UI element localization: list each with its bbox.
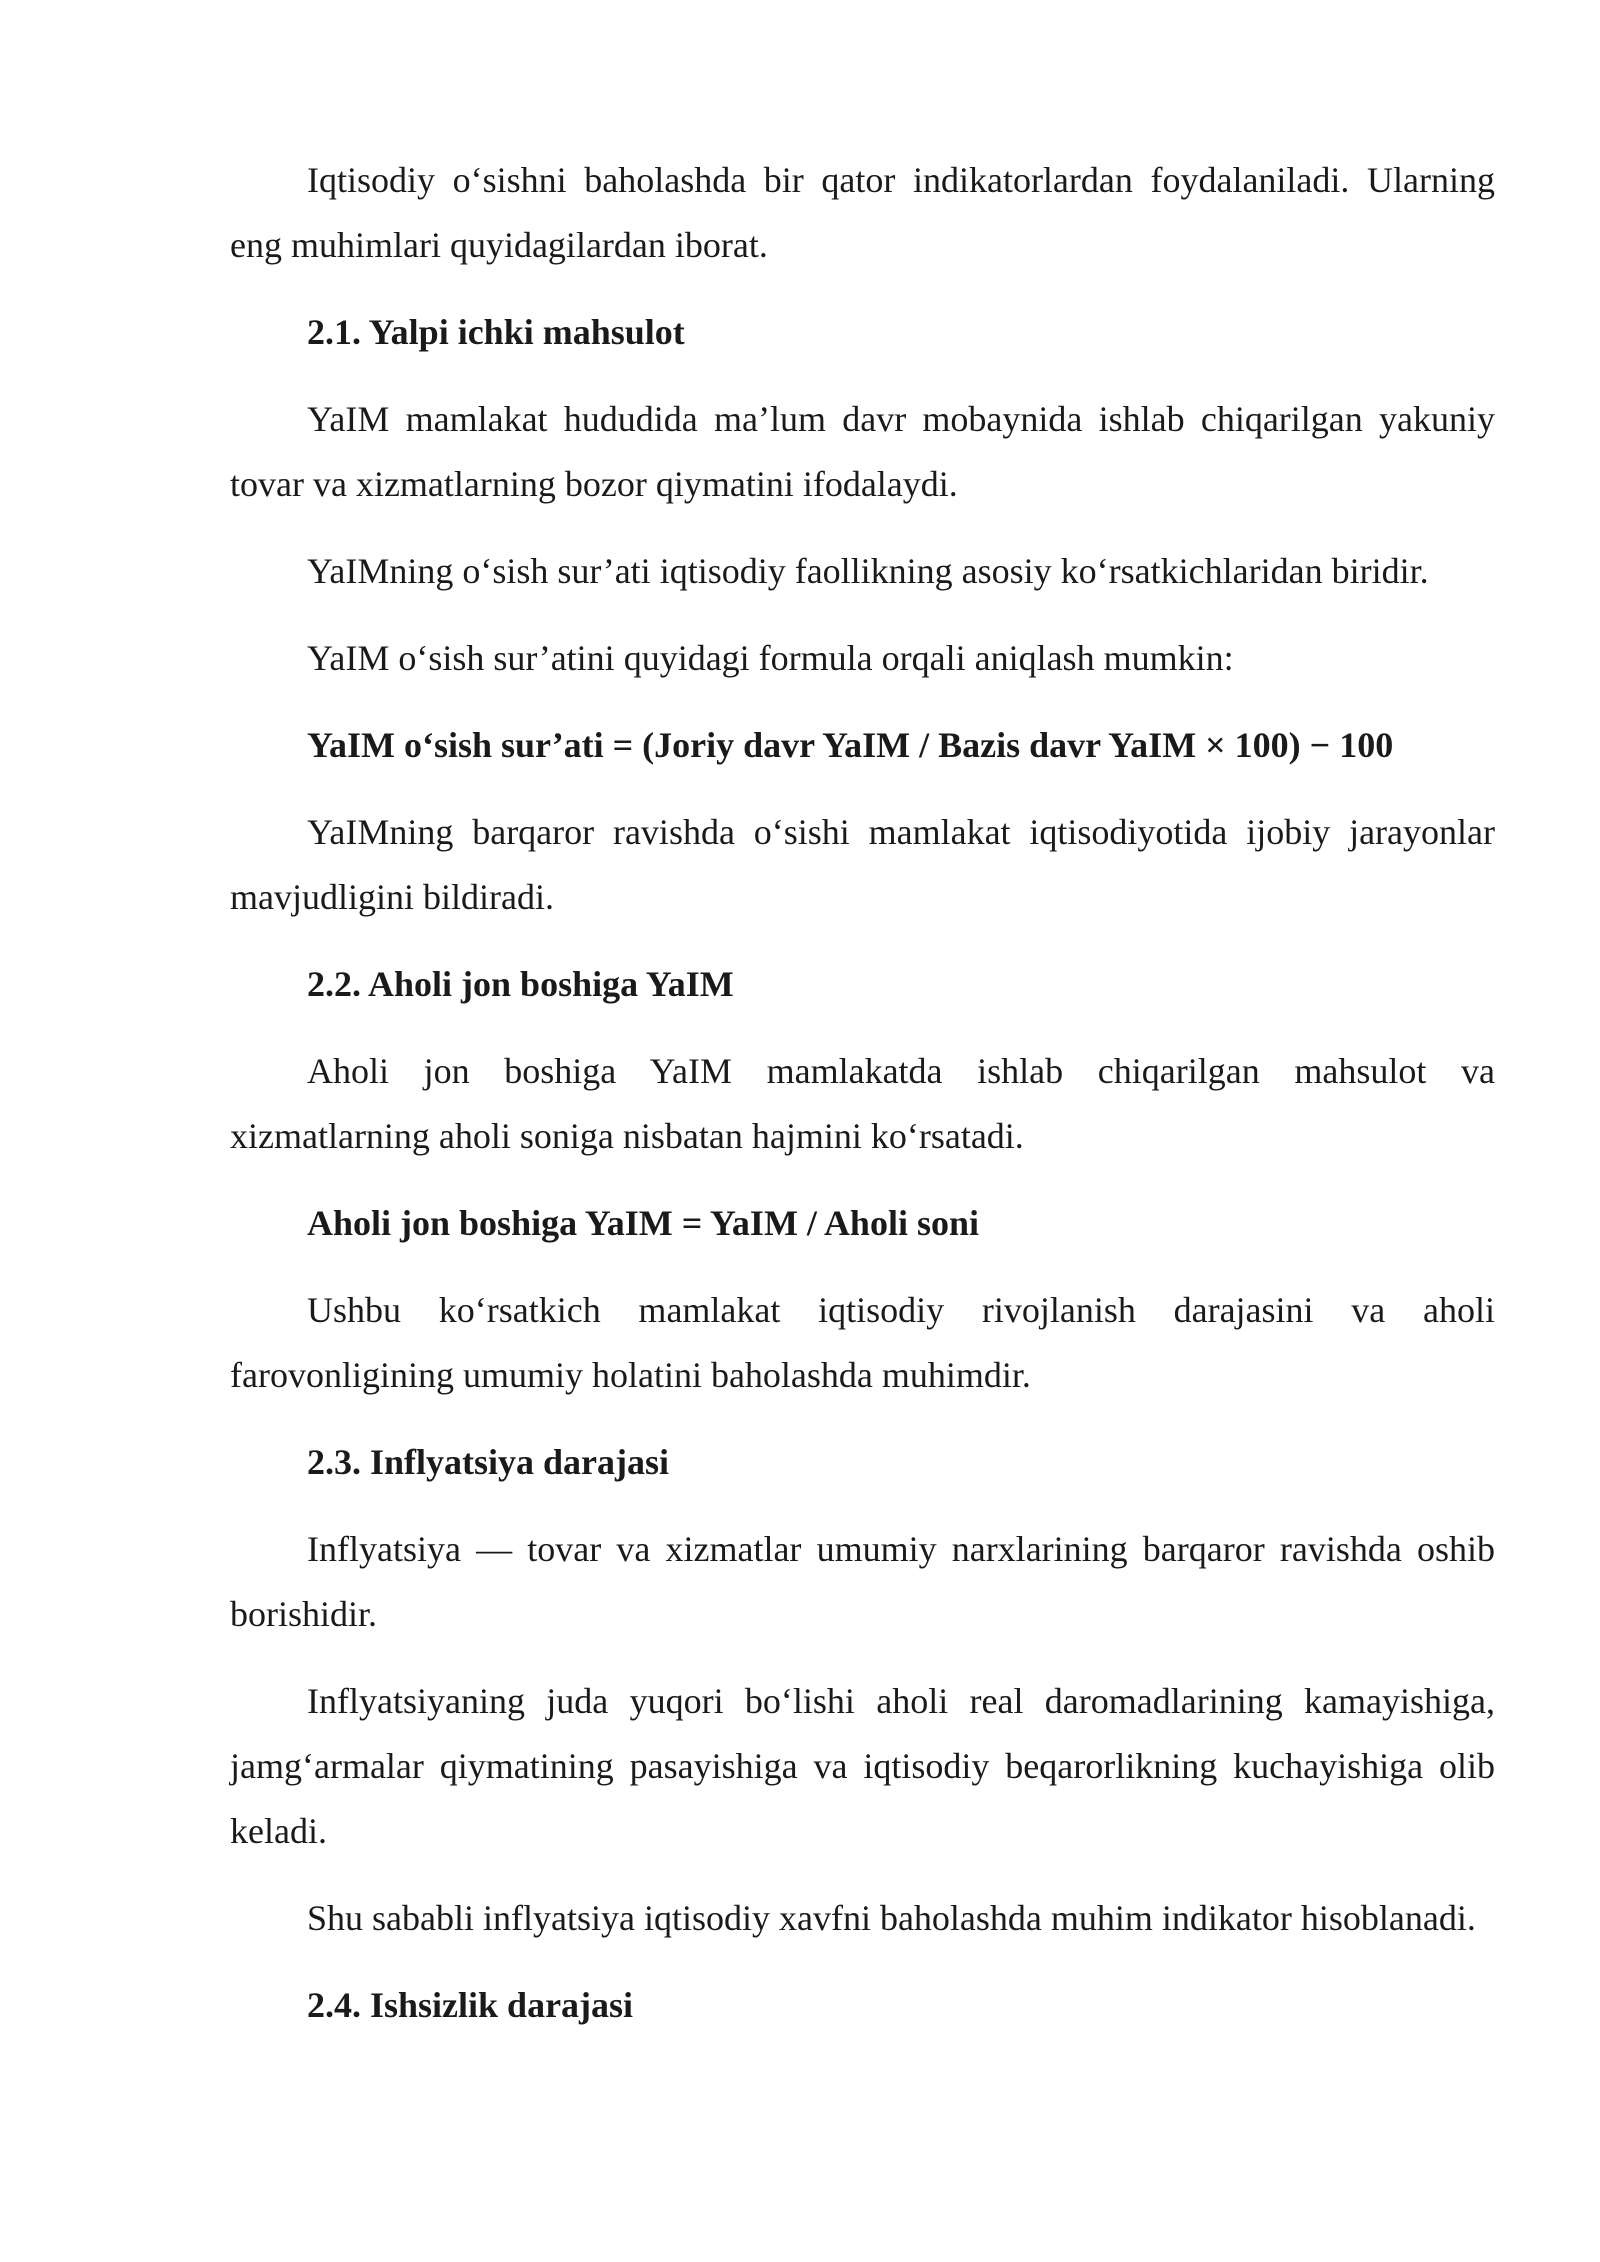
paragraph-2-1-3: YaIM o‘sish sur’atini quyidagi formula orqali aniqlash mumkin:: [307, 638, 1234, 678]
paragraph-2-2-1: Aholi jon boshiga YaIM mamlakatda ishlab chiqarilgan mahsulot va xizmatlarning aholi soniga nisbatan hajmini ko‘rsatadi.: [230, 1051, 1495, 1156]
document-page: [230, 148, 1495, 2060]
formula-gdp-per-capita: Aholi jon boshiga YaIM = YaIM / Aholi soni: [307, 1203, 979, 1243]
paragraph-2-3-1: Inflyatsiya — tovar va xizmatlar umumiy narxlarining barqaror ravishda oshib borishidir.: [230, 1529, 1495, 1634]
paragraph-2-2-2: Ushbu ko‘rsatkich mamlakat iqtisodiy rivojlanish darajasini va aholi farovonligining umumiy holatini baholashda muhimdir.: [230, 1290, 1495, 1395]
section-heading-2-2: 2.2. Aholi jon boshiga YaIM: [307, 964, 734, 1004]
paragraph-2-3-3: Shu sababli inflyatsiya iqtisodiy xavfni baholashda muhim indikator hisoblanadi.: [307, 1898, 1476, 1938]
formula-gdp-growth: YaIM o‘sish sur’ati = (Joriy davr YaIM / Bazis davr YaIM × 100) − 100: [307, 725, 1394, 765]
section-heading-2-4: 2.4. Ishsizlik darajasi: [307, 1985, 634, 2025]
paragraph-2-3-2: Inflyatsiyaning juda yuqori bo‘lishi aholi real daromadlarining kamayishiga, jamg‘armalar qiymatining pasayishiga va iqtisodiy beqarorlikning kuchayishiga olib keladi.: [230, 1681, 1495, 1851]
intro-paragraph: Iqtisodiy o‘sishni baholashda bir qator indikatorlardan foydalaniladi. Ularning eng muhimlari quyidagilardan iborat.: [230, 160, 1495, 265]
section-heading-2-1: 2.1. Yalpi ichki mahsulot: [307, 312, 685, 352]
paragraph-2-1-2: YaIMning o‘sish sur’ati iqtisodiy faollikning asosiy ko‘rsatkichlaridan biridir.: [307, 551, 1429, 591]
paragraph-2-1-1: YaIM mamlakat hududida ma’lum davr mobaynida ishlab chiqarilgan yakuniy tovar va xizmatlarning bozor qiymatini ifodalaydi.: [230, 399, 1495, 504]
section-heading-2-3: 2.3. Inflyatsiya darajasi: [307, 1442, 670, 1482]
paragraph-2-1-4: YaIMning barqaror ravishda o‘sishi mamlakat iqtisodiyotida ijobiy jarayonlar mavjudligini bildiradi.: [230, 812, 1495, 917]
